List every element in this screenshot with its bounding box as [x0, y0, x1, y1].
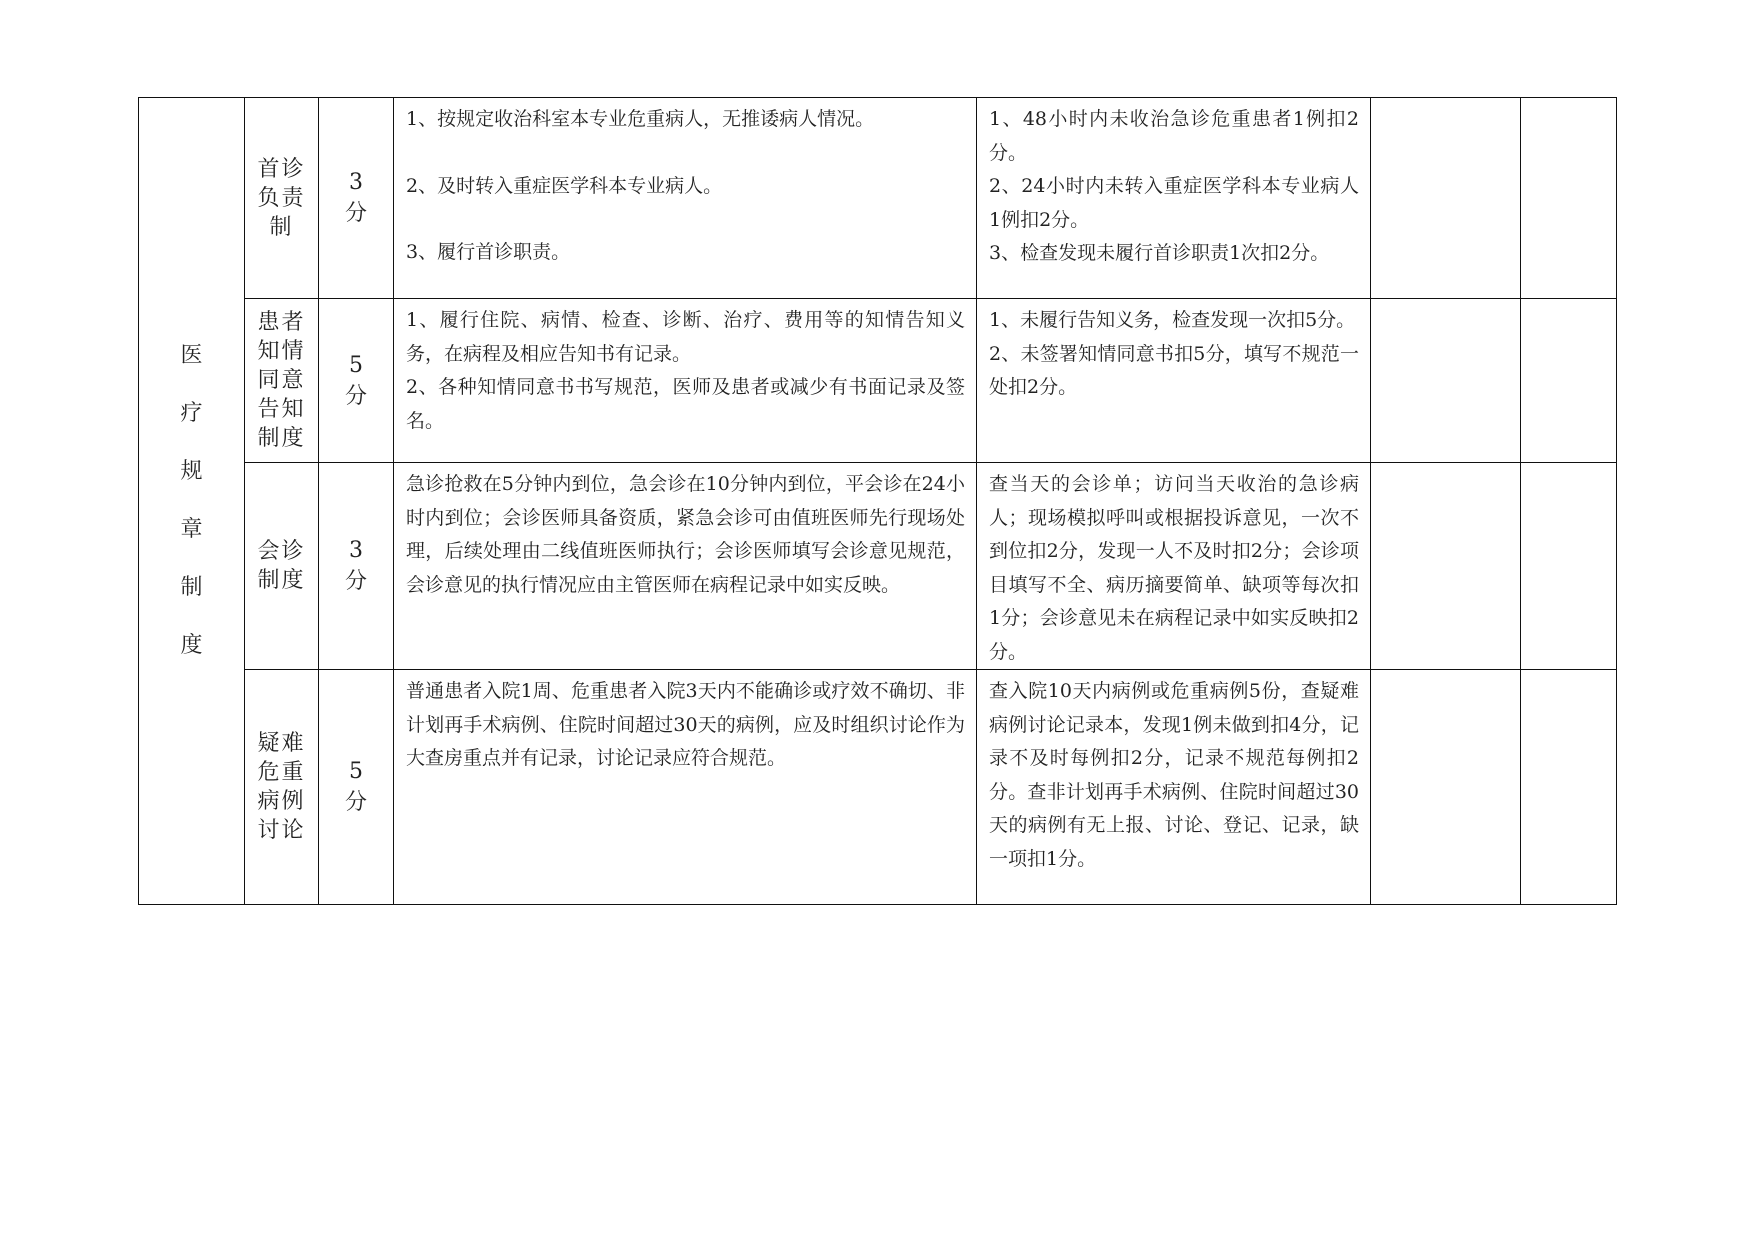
score-cell — [319, 670, 394, 905]
requirements-cell — [394, 670, 977, 905]
item-score: 3分 — [344, 538, 367, 594]
table-row — [139, 299, 1617, 463]
self-score-cell — [1371, 670, 1521, 905]
self-score-cell — [1371, 299, 1521, 463]
requirements-cell — [394, 463, 977, 670]
deduction-text: 1、48小时内未收治急诊危重患者1例扣2分。 — [989, 108, 1359, 164]
table-row — [139, 98, 1617, 299]
requirements-cell — [394, 98, 977, 299]
item-name-cell — [245, 670, 319, 905]
requirement-text: 1、按规定收治科室本专业危重病人，无推诿病人情况。 — [406, 108, 875, 130]
requirement-text: 1、履行住院、病情、检查、诊断、治疗、费用等的知情告知义务，在病程及相应告知书有记录。 — [406, 309, 965, 365]
assessment-table — [138, 97, 1617, 905]
self-score-cell — [1371, 463, 1521, 670]
deduction-text: 3、检查发现未履行首诊职责1次扣2分。 — [989, 242, 1330, 264]
self-score-cell — [1371, 98, 1521, 299]
requirement-text: 普通患者入院1周、危重患者入院3天内不能确诊或疗效不确切、非计划再手术病例、住院时间超过30天的病例，应及时组织讨论作为大查房重点并有记录，讨论记录应符合规范。 — [406, 680, 965, 769]
deductions-cell — [977, 463, 1371, 670]
remark-cell — [1521, 670, 1617, 905]
item-score: 5分 — [344, 352, 367, 409]
requirements-cell — [394, 299, 977, 463]
item-score: 5分 — [344, 759, 367, 815]
item-name-cell — [245, 299, 319, 463]
deduction-text: 1、未履行告知义务，检查发现一次扣5分。 — [989, 309, 1356, 331]
remark-cell — [1521, 299, 1617, 463]
requirement-text: 2、各种知情同意书书写规范，医师及患者或减少有书面记录及签名。 — [406, 376, 965, 432]
item-name: 疑难危重病例讨论 — [257, 731, 306, 843]
score-cell — [319, 463, 394, 670]
requirement-text: 急诊抢救在5分钟内到位，急会诊在10分钟内到位，平会诊在24小时内到位；会诊医师具备资质，紧急会诊可由值班医师先行现场处理，后续处理由二线值班医师执行；会诊医师填写会诊意见规范，会诊意见的执行情况应由主管医师在病程记录中如实反映。 — [406, 473, 965, 596]
deductions-cell — [977, 670, 1371, 905]
requirement-text: 3、履行首诊职责。 — [406, 241, 571, 263]
deduction-text: 2、未签署知情同意书扣5分，填写不规范一处扣2分。 — [989, 342, 1359, 398]
remark-cell — [1521, 98, 1617, 299]
table-row — [139, 670, 1617, 905]
deduction-text: 2、24小时内未转入重症医学科本专业病人1例扣2分。 — [989, 175, 1359, 231]
item-name: 会诊制度 — [257, 539, 306, 593]
item-score: 3分 — [344, 170, 367, 226]
score-cell — [319, 299, 394, 463]
remark-cell — [1521, 463, 1617, 670]
table-row — [139, 463, 1617, 670]
deductions-cell — [977, 98, 1371, 299]
deductions-cell — [977, 299, 1371, 463]
category-label: 医疗规章制度 — [180, 343, 203, 658]
deduction-text: 查入院10天内病例或危重病例5份，查疑难病例讨论记录本，发现1例未做到扣4分，记录不及时每例扣2分，记录不规范每例扣2分。查非计划再手术病例、住院时间超过30天的病例有无上报、讨论、登记、记录，缺一项扣1分。 — [989, 680, 1359, 870]
item-name-cell — [245, 463, 319, 670]
category-cell — [139, 98, 245, 905]
score-cell — [319, 98, 394, 299]
item-name: 患者知情同意告知制度 — [257, 310, 306, 451]
item-name: 首诊负责制 — [257, 156, 306, 240]
requirement-text: 2、及时转入重症医学科本专业病人。 — [406, 174, 723, 197]
deduction-text: 查当天的会诊单；访问当天收治的急诊病人；现场模拟呼叫或根据投诉意见，一次不到位扣2分，发现一人不及时扣2分；会诊项目填写不全、病历摘要简单、缺项等每次扣1分；会诊意见未在病程记录中如实反映扣2分。 — [989, 473, 1359, 663]
item-name-cell — [245, 98, 319, 299]
